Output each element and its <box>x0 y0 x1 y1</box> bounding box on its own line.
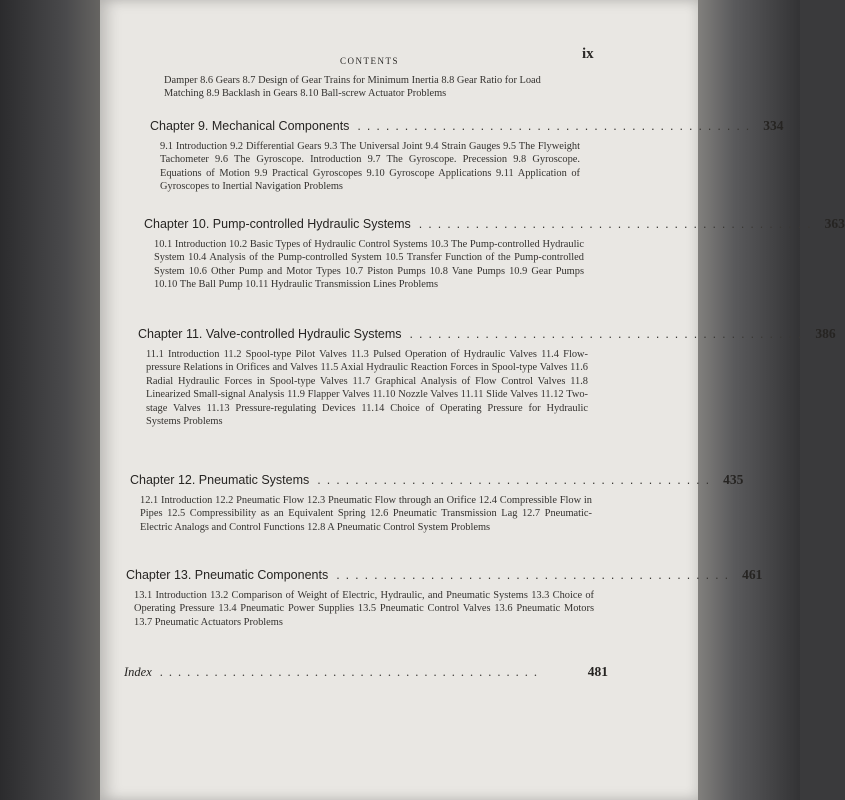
chapter-sections: 12.1 Introduction 12.2 Pneumatic Flow 12.3 Pneumatic Flow through an Orifice 12.4 Compressible Flow in Pipes 12.5 Compressibility as an Equivalent Spring 12.6 Pneumatic Transmission Lag 12.7 Pneumatic-Electric Analogs and Control Functions 12.8 A Pneumatic Control System Problems <box>140 495 592 533</box>
chapter-sections: 11.1 Introduction 11.2 Spool-type Pilot Valves 11.3 Pulsed Operation of Hydraulic Valves 11.4 Flow-pressure Relations in Orifices and Valves 11.5 Axial Hydraulic Reaction Forces in Spool-type Valves 11.6 Radial Hydraulic Forces in Spool-type Valves 11.7 Graphical Analysis of Flow Control Valves 11.8 Linearized Small-signal Analysis 11.9 Flapper Valves 11.10 Nozzle Valves 11.11 Slide Valves 11.12 Two-stage Valves 11.13 Pressure-regulating Devices 11.14 Choice of Operating Pressure for Hydraulic Systems Problems <box>146 349 588 428</box>
chapter-title: Chapter 12. Pneumatic Systems <box>130 473 310 487</box>
chapter-page: 363 <box>824 216 845 231</box>
leader-dots: .......................................... <box>409 327 808 341</box>
leader-dots: .......................................... <box>159 665 544 679</box>
chapter-title: Index <box>124 665 152 679</box>
book-page <box>100 0 845 800</box>
leader-dots: .......................................... <box>336 568 735 582</box>
chapter-12 <box>100 472 744 534</box>
chapter-sections: 13.1 Introduction 13.2 Comparison of Weight of Electric, Hydraulic, and Pneumatic Systems 13.3 Choice of Operating Pressure 13.4 Pneumatic Power Supplies 13.5 Pneumatic Control Valves 13.6 Pneumatic Motors 13.7 Pneumatic Actuators Problems <box>134 590 594 628</box>
chapter-sections: 10.1 Introduction 10.2 Basic Types of Hydraulic Control Systems 10.3 The Pump-controlled Hydraulic System 10.4 Analysis of the Pump-controlled System 10.5 Transfer Function of the Pump-controlled System 10.6 Other Pump and Motor Types 10.7 Piston Pumps 10.8 Vane Pumps 10.9 Gear Pumps 10.10 The Ball Pump 10.11 Hydraulic Transmission Lines Problems <box>154 239 584 291</box>
leader-dots: .......................................... <box>357 119 756 133</box>
chapter-title: Chapter 13. Pneumatic Components <box>126 568 329 582</box>
chapter-11 <box>100 326 836 428</box>
leader-dots: .......................................... <box>317 473 716 487</box>
chapter-sections: 9.1 Introduction 9.2 Differential Gears 9.3 The Universal Joint 9.4 Strain Gauges 9.5 The Flyweight Tachometer 9.6 The Gyroscope. Introduction 9.7 The Gyroscope. Precession 9.8 Gyroscope. Equations of Motion 9.9 Practical Gyroscopes 9.10 Gyroscope Applications 9.11 Application of Gyroscopes to Inertial Navigation Problems <box>160 141 580 193</box>
chapter-page: 461 <box>742 567 763 582</box>
chapter-page: 386 <box>815 326 836 341</box>
chapter-page: 334 <box>763 118 784 133</box>
chapter-9 <box>100 118 784 194</box>
leader-dots: .......................................... <box>418 217 817 231</box>
carryover-sections: Damper 8.6 Gears 8.7 Design of Gear Trains for Minimum Inertia 8.8 Gear Ratio for Load Matching 8.9 Backlash in Gears 8.10 Ball-screw Actuator Problems <box>164 75 541 100</box>
chapter-10 <box>100 216 845 292</box>
chapter-title: Chapter 11. Valve-controlled Hydraulic Systems <box>138 327 402 341</box>
background-left <box>0 0 110 800</box>
page-number: ix <box>582 46 594 62</box>
running-head: CONTENTS <box>340 56 399 66</box>
index-entry <box>100 664 698 680</box>
chapter-title: Chapter 10. Pump-controlled Hydraulic Systems <box>144 217 411 231</box>
chapter-title: Chapter 9. Mechanical Components <box>150 119 350 133</box>
chapter-13 <box>100 567 763 629</box>
chapter-page: 435 <box>723 472 744 487</box>
chapter-page: 481 <box>587 664 608 679</box>
